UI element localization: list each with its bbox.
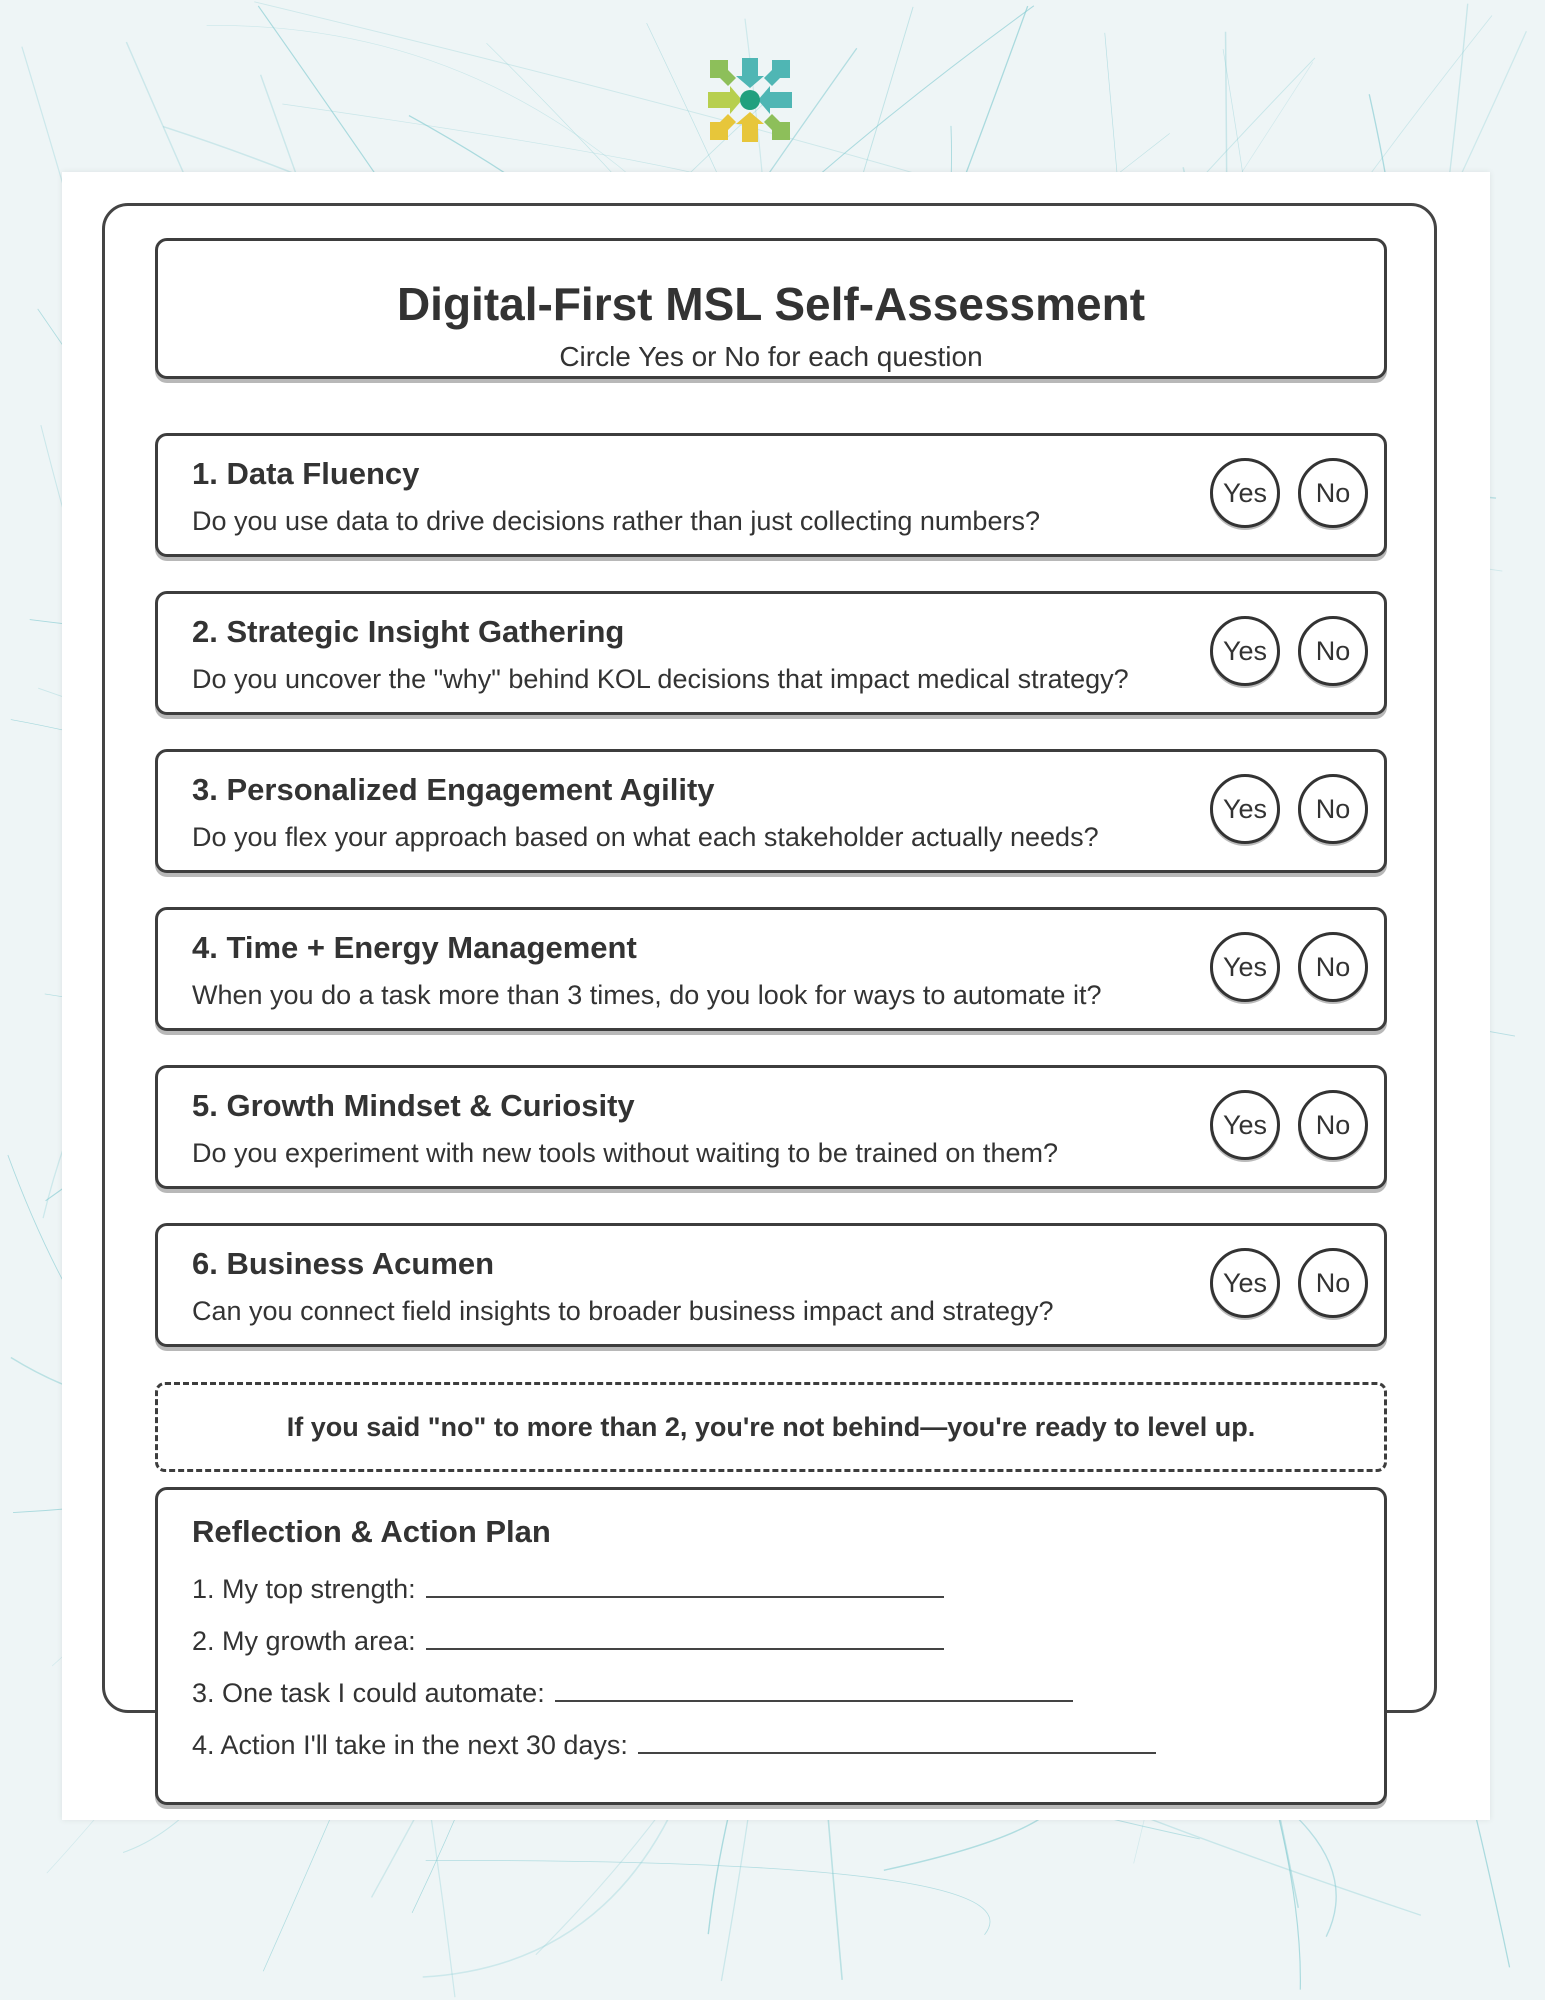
- question-text: Can you connect field insights to broader business impact and strategy?: [192, 1296, 1054, 1326]
- yes-circle[interactable]: Yes: [1210, 1090, 1280, 1160]
- question-card-4: [155, 907, 1387, 1031]
- reflection-line-1: [192, 1572, 944, 1605]
- yes-circle[interactable]: Yes: [1210, 932, 1280, 1002]
- answer-blank[interactable]: [555, 1676, 1073, 1702]
- question-title: 1. Data Fluency: [192, 456, 420, 491]
- no-circle[interactable]: No: [1298, 932, 1368, 1002]
- title-box: [155, 238, 1387, 379]
- reflection-title: Reflection & Action Plan: [192, 1514, 551, 1549]
- no-circle[interactable]: No: [1298, 774, 1368, 844]
- answer-blank[interactable]: [638, 1728, 1156, 1754]
- reflection-prompt: 4. Action I'll take in the next 30 days:: [192, 1730, 628, 1760]
- no-circle[interactable]: No: [1298, 1090, 1368, 1160]
- question-card-2: [155, 591, 1387, 715]
- yes-circle[interactable]: Yes: [1210, 1248, 1280, 1318]
- answer-blank[interactable]: [426, 1572, 944, 1598]
- reflection-line-4: [192, 1728, 1156, 1761]
- yes-circle[interactable]: Yes: [1210, 458, 1280, 528]
- reflection-line-2: [192, 1624, 944, 1657]
- question-title: 6. Business Acumen: [192, 1246, 495, 1281]
- yes-circle[interactable]: Yes: [1210, 774, 1280, 844]
- question-text: Do you experiment with new tools without waiting to be trained on them?: [192, 1138, 1058, 1168]
- question-title: 3. Personalized Engagement Agility: [192, 772, 715, 807]
- page-subtitle: Circle Yes or No for each question: [559, 341, 983, 372]
- question-text: Do you uncover the "why" behind KOL decisions that impact medical strategy?: [192, 664, 1129, 694]
- no-circle[interactable]: No: [1298, 1248, 1368, 1318]
- question-title: 4. Time + Energy Management: [192, 930, 637, 965]
- question-card-1: [155, 433, 1387, 557]
- question-title: 5. Growth Mindset & Curiosity: [192, 1088, 635, 1123]
- yes-circle[interactable]: Yes: [1210, 616, 1280, 686]
- question-text: When you do a task more than 3 times, do you look for ways to automate it?: [192, 980, 1102, 1010]
- reflection-prompt: 1. My top strength:: [192, 1574, 416, 1604]
- reflection-line-3: [192, 1676, 1073, 1709]
- page-title: Digital-First MSL Self-Assessment: [396, 278, 1146, 330]
- question-card-6: [155, 1223, 1387, 1347]
- question-card-3: [155, 749, 1387, 873]
- no-circle[interactable]: No: [1298, 458, 1368, 528]
- question-card-5: [155, 1065, 1387, 1189]
- no-circle[interactable]: No: [1298, 616, 1368, 686]
- reflection-prompt: 3. One task I could automate:: [192, 1678, 545, 1708]
- question-text: Do you flex your approach based on what each stakeholder actually needs?: [192, 822, 1099, 852]
- score-callout: If you said "no" to more than 2, you're not behind—you're ready to level up.: [155, 1382, 1387, 1472]
- inward-arrows-logo-icon: [700, 50, 800, 150]
- answer-blank[interactable]: [426, 1624, 944, 1650]
- reflection-prompt: 2. My growth area:: [192, 1626, 416, 1656]
- reflection-box: [155, 1487, 1387, 1805]
- question-text: Do you use data to drive decisions rather than just collecting numbers?: [192, 506, 1040, 536]
- question-title: 2. Strategic Insight Gathering: [192, 614, 625, 649]
